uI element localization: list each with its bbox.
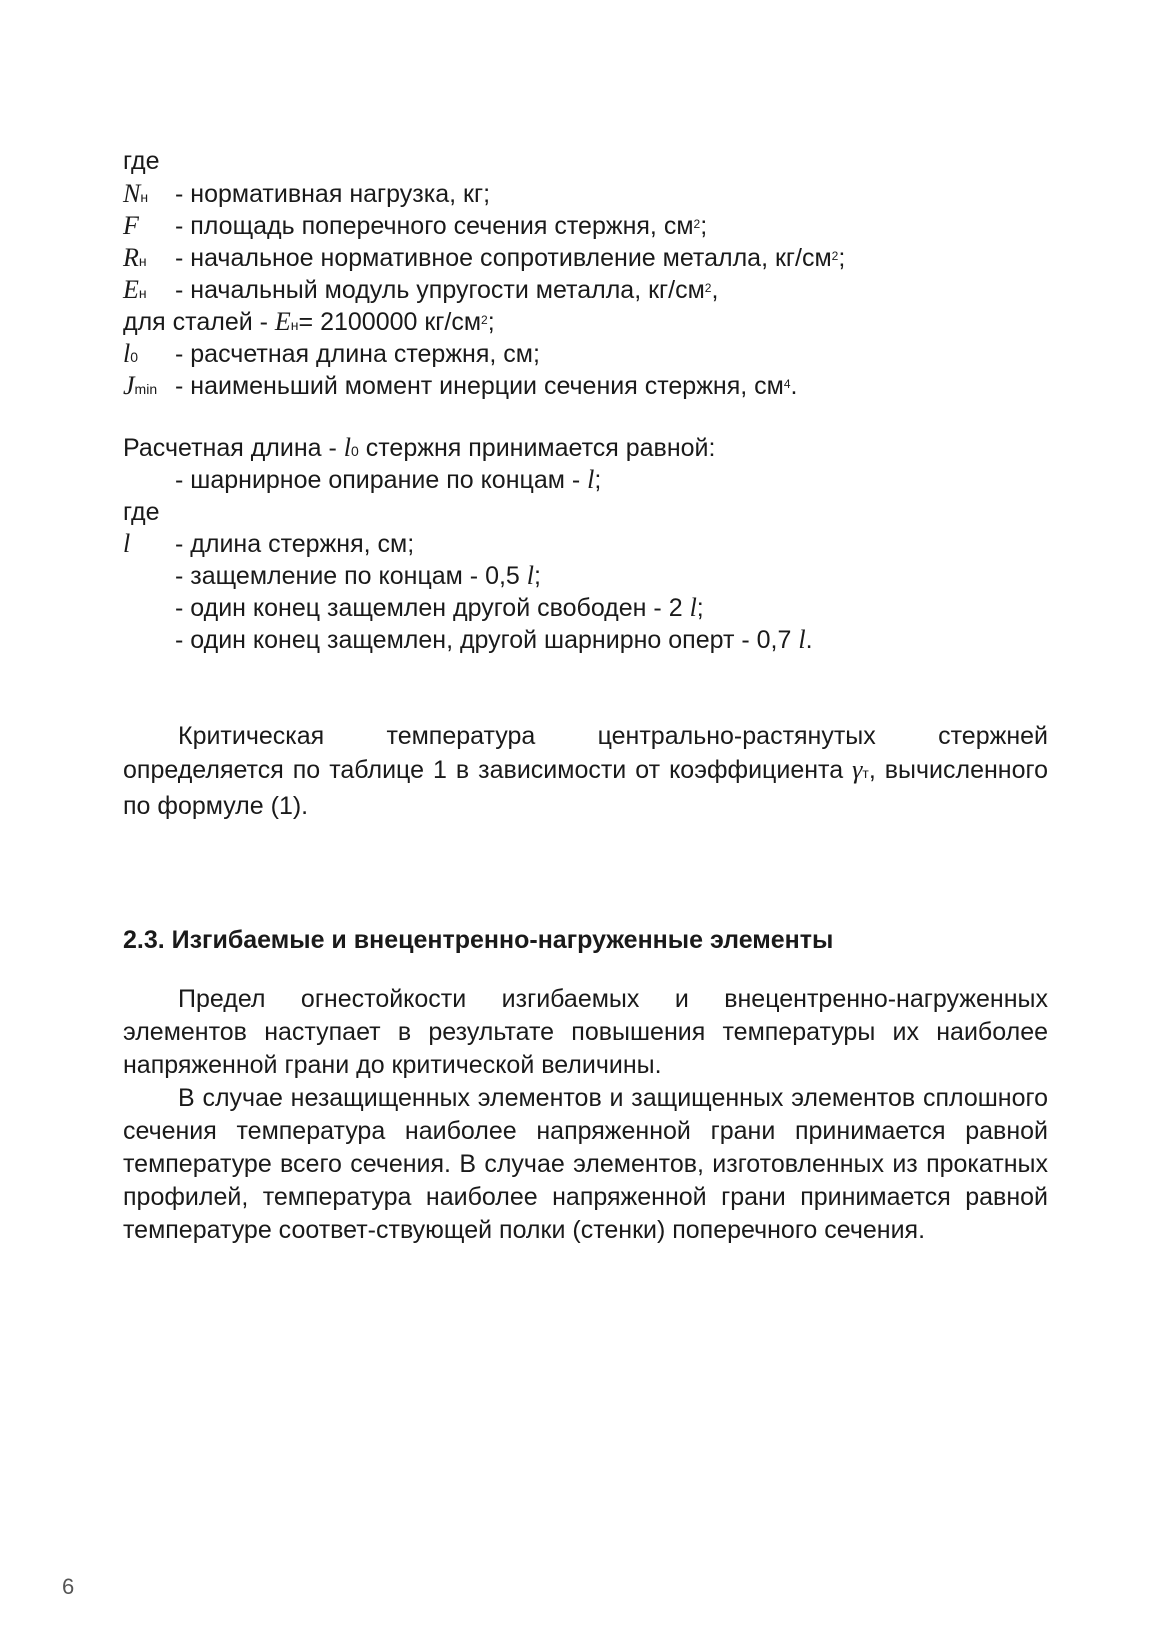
case-fixed-hinged: - один конец защемлен, другой шарнирно оперт - 0,7 l. <box>175 625 813 654</box>
def-calc-length: l0 - расчетная длина стержня, см; <box>123 338 540 373</box>
calc-length-intro: Расчетная длина - l0 стержня принимается равной: <box>123 433 716 462</box>
def-area: F - площадь поперечного сечения стержня, $см^2$; <box>123 211 708 240</box>
def-resistance: Rн - начальное нормативное сопротивление металла, $кг/см^2$; <box>123 242 845 277</box>
paragraph-fire-resistance: Предел огнестойкости изгибаемых и внецентренно-нагруженных элементов наступает в результате повышения температуры их наиболее напряженной грани до критической величины. <box>123 985 1048 1079</box>
section-heading: 2.3. Изгибаемые и внецентренно-нагруженные элементы <box>123 926 834 954</box>
page-number: 6 <box>62 1574 75 1599</box>
case-fixed-free: - один конец защемлен другой свободен - 2 l; <box>175 593 704 622</box>
symbol-l: l <box>123 529 131 558</box>
symbol-E: Eн <box>123 275 147 304</box>
where-label-1: где <box>123 147 160 175</box>
steel-modulus-line: для сталей - Eн= 2100000 $кг/см^2$; <box>123 307 495 336</box>
def-moment-inertia: Jmin - наименьший момент инерции сечения стержня, $см^4$. <box>123 370 797 405</box>
symbol-l0: l0 <box>123 339 139 368</box>
def-elastic-modulus: Eн - начальный модуль упругости металла, $кг/см^2$, <box>123 274 718 309</box>
case-fixed-both: - защемление по концам - 0,5 l; <box>175 561 541 590</box>
symbol-N: Nн <box>123 179 149 208</box>
case-hinged: - шарнирное опирание по концам - l; <box>175 465 602 494</box>
def-length: l - длина стержня, см; <box>123 529 415 558</box>
paragraph-unprotected-elements: В случае незащищенных элементов и защищенных элементов сплошного сечения температура наиболее напряженной грани принимается равной температуре всего сечения. В случае элементов, изготовленных из прокатных профилей, температура наиболее напряженной грани принимается равной температуре соответ-ствующей полки (стенки) поперечного сечения. <box>123 1084 1048 1244</box>
where-label-2: где <box>123 498 160 526</box>
paragraph-critical-temperature: Критическая температура центрально-растянутых стержней определяется по таблице 1 в зависимости от коэффициента γт, вычисленного по формуле (1). <box>123 722 1048 820</box>
symbol-Jmin: Jmin <box>123 371 158 400</box>
symbol-R: Rн <box>123 243 147 272</box>
symbol-F: F <box>123 211 139 240</box>
def-normative-load: Nн - нормативная нагрузка, кг; <box>123 178 490 213</box>
